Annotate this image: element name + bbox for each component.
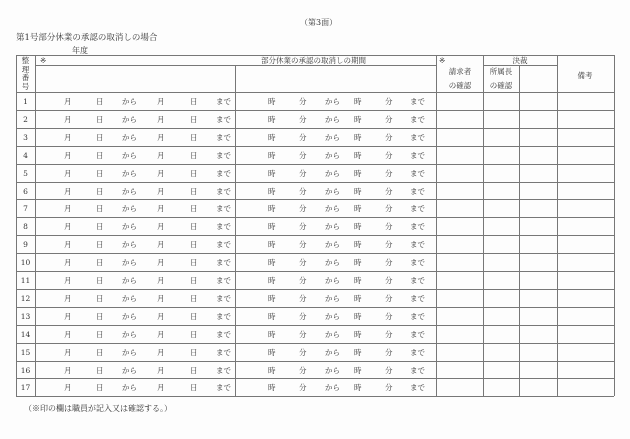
time-cell-label: 分 <box>299 365 307 375</box>
date-cell-label: から <box>122 222 137 232</box>
time-cell-label: から <box>325 114 340 124</box>
time-cell-label: まで <box>410 132 425 142</box>
requester-mark: ※ <box>439 56 446 65</box>
manager-confirm-header: 所属長 <box>489 67 513 76</box>
date-cell-label: まで <box>216 240 231 250</box>
time-cell-label: 分 <box>299 222 307 232</box>
time-cell-label: から <box>325 97 340 106</box>
date-cell-label: 日 <box>96 293 104 303</box>
date-cell-label: 日 <box>96 97 104 106</box>
date-cell-label: から <box>122 258 137 268</box>
time-cell-label: 時 <box>268 240 276 250</box>
date-cell-label: 月 <box>64 240 72 250</box>
date-cell-label: 日 <box>190 329 198 339</box>
time-cell-label: 時 <box>354 150 362 160</box>
time-cell-label: まで <box>410 168 425 178</box>
row-number: 4 <box>23 150 28 160</box>
date-cell-label: から <box>122 150 137 160</box>
time-cell-label: 時 <box>354 240 362 250</box>
time-cell-label: 分 <box>385 293 393 303</box>
time-cell-label: から <box>325 168 340 178</box>
date-cell-label: から <box>122 276 137 285</box>
date-cell-label: まで <box>216 347 231 357</box>
requester-confirm-header: 請求者 <box>448 67 472 76</box>
date-cell-label: 月 <box>64 258 72 268</box>
row-number: 16 <box>20 365 31 375</box>
date-cell-label: 日 <box>96 240 104 250</box>
date-cell-label: 月 <box>64 204 72 214</box>
row-divider <box>16 128 614 129</box>
page-label: （第3面） <box>300 18 338 27</box>
date-cell-label: 日 <box>190 240 198 250</box>
time-cell-label: まで <box>410 311 425 321</box>
date-cell-label: 月 <box>64 150 72 160</box>
period-header: 部分休業の承認の取消しの期間 <box>261 56 366 65</box>
time-cell-label: 分 <box>385 222 393 232</box>
date-cell-label: から <box>122 383 137 393</box>
date-cell-label: 月 <box>157 311 165 321</box>
time-cell-label: から <box>325 186 340 196</box>
time-cell-label: 分 <box>385 311 393 321</box>
time-cell-label: 時 <box>354 383 362 393</box>
time-cell-label: 分 <box>385 186 393 196</box>
time-cell-label: 時 <box>268 114 276 124</box>
time-cell-label: 分 <box>385 276 393 285</box>
date-time-divider <box>235 65 236 396</box>
header-bottom-border <box>16 92 614 93</box>
date-cell-label: 日 <box>190 222 198 232</box>
row-divider <box>16 182 614 183</box>
time-cell-label: まで <box>410 222 425 232</box>
time-cell-label: 時 <box>354 97 362 106</box>
time-cell-label: 分 <box>385 365 393 375</box>
time-cell-label: 分 <box>299 186 307 196</box>
time-cell-label: から <box>325 347 340 357</box>
number-header-char: 理 <box>21 64 30 74</box>
time-cell-label: 時 <box>268 293 276 303</box>
time-cell-label: から <box>325 222 340 232</box>
time-cell-label: まで <box>410 258 425 268</box>
time-cell-label: 時 <box>268 132 276 142</box>
date-cell-label: 日 <box>96 365 104 375</box>
date-cell-label: 月 <box>64 97 72 106</box>
date-cell-label: まで <box>216 365 231 375</box>
time-cell-label: 時 <box>354 114 362 124</box>
time-cell-label: 時 <box>268 365 276 375</box>
row-number: 10 <box>20 258 31 268</box>
time-cell-label: 分 <box>299 97 307 106</box>
time-cell-label: 時 <box>268 329 276 339</box>
time-cell-label: 分 <box>299 114 307 124</box>
time-cell-label: 時 <box>268 186 276 196</box>
date-cell-label: 月 <box>64 311 72 321</box>
date-cell-label: から <box>122 365 137 375</box>
date-cell-label: 日 <box>96 383 104 393</box>
date-cell-label: まで <box>216 311 231 321</box>
time-cell-label: 時 <box>268 97 276 106</box>
date-cell-label: 月 <box>64 329 72 339</box>
row-number: 15 <box>20 347 31 357</box>
date-cell-label: 日 <box>190 97 198 106</box>
time-cell-label: 分 <box>385 240 393 250</box>
date-cell-label: 日 <box>96 222 104 232</box>
row-divider <box>16 110 614 111</box>
time-cell-label: 分 <box>385 347 393 357</box>
row-divider <box>16 271 614 272</box>
row-divider <box>16 289 614 290</box>
date-cell-label: 月 <box>64 276 72 285</box>
date-cell-label: 日 <box>190 365 198 375</box>
fiscal-year-label: 年度 <box>72 46 88 55</box>
time-cell-label: 分 <box>299 204 307 214</box>
time-cell-label: 時 <box>268 383 276 393</box>
time-cell-label: 時 <box>268 150 276 160</box>
time-cell-label: 分 <box>385 383 393 393</box>
row-number: 2 <box>23 114 28 124</box>
date-cell-label: から <box>122 329 137 339</box>
date-cell-label: まで <box>216 383 231 393</box>
row-number: 1 <box>23 97 28 106</box>
row-number: 9 <box>23 240 28 250</box>
date-cell-label: 月 <box>64 168 72 178</box>
time-cell-label: まで <box>410 383 425 393</box>
row-divider <box>16 378 614 379</box>
date-cell-label: 月 <box>157 97 165 106</box>
form-title: 第1号部分休業の承認の取消しの場合 <box>16 33 158 43</box>
date-cell-label: 月 <box>157 293 165 303</box>
time-cell-label: 時 <box>268 222 276 232</box>
date-cell-label: 月 <box>157 365 165 375</box>
time-cell-label: 分 <box>299 150 307 160</box>
time-cell-label: から <box>325 204 340 214</box>
date-cell-label: 日 <box>190 293 198 303</box>
time-cell-label: まで <box>410 329 425 339</box>
date-cell-label: 月 <box>64 132 72 142</box>
date-cell-label: から <box>122 132 137 142</box>
time-cell-label: 時 <box>268 276 276 285</box>
approval-split-divider <box>519 65 520 396</box>
approval-header: 決裁 <box>512 56 528 65</box>
date-cell-label: まで <box>216 150 231 160</box>
date-cell-label: 月 <box>157 222 165 232</box>
date-cell-label: 月 <box>157 258 165 268</box>
time-cell-label: 時 <box>354 204 362 214</box>
time-cell-label: 分 <box>299 311 307 321</box>
time-cell-label: から <box>325 293 340 303</box>
date-cell-label: から <box>122 311 137 321</box>
time-cell-label: まで <box>410 186 425 196</box>
number-column-divider <box>35 55 36 396</box>
time-cell-label: まで <box>410 97 425 106</box>
time-cell-label: 分 <box>385 114 393 124</box>
footnote: （※印の欄は職員が記入又は確認する。） <box>24 404 172 414</box>
date-cell-label: 月 <box>157 329 165 339</box>
date-cell-label: 月 <box>64 383 72 393</box>
date-cell-label: 日 <box>190 150 198 160</box>
date-cell-label: 日 <box>96 204 104 214</box>
row-number: 6 <box>23 186 28 196</box>
time-cell-label: 時 <box>354 186 362 196</box>
row-number: 13 <box>20 311 31 321</box>
date-cell-label: 月 <box>157 240 165 250</box>
date-cell-label: 日 <box>190 204 198 214</box>
row-number: 14 <box>20 329 31 339</box>
row-divider <box>16 146 614 147</box>
date-cell-label: 月 <box>157 168 165 178</box>
date-cell-label: 月 <box>64 347 72 357</box>
date-cell-label: 日 <box>190 311 198 321</box>
date-cell-label: 月 <box>157 276 165 285</box>
row-divider <box>16 396 614 397</box>
approval-column-divider <box>483 55 484 396</box>
date-cell-label: 日 <box>190 383 198 393</box>
date-cell-label: から <box>122 347 137 357</box>
date-cell-label: から <box>122 97 137 106</box>
row-divider <box>16 343 614 344</box>
date-cell-label: 日 <box>96 329 104 339</box>
time-cell-label: まで <box>410 204 425 214</box>
time-cell-label: から <box>325 132 340 142</box>
date-cell-label: から <box>122 240 137 250</box>
time-cell-label: 時 <box>354 311 362 321</box>
time-cell-label: 時 <box>268 311 276 321</box>
date-cell-label: まで <box>216 132 231 142</box>
date-cell-label: 日 <box>96 186 104 196</box>
date-cell-label: まで <box>216 114 231 124</box>
date-cell-label: から <box>122 204 137 214</box>
time-cell-label: まで <box>410 365 425 375</box>
row-divider <box>16 253 614 254</box>
number-header-char: 整 <box>21 56 30 65</box>
date-cell-label: まで <box>216 293 231 303</box>
date-cell-label: 日 <box>190 114 198 124</box>
row-divider <box>16 325 614 326</box>
time-cell-label: 分 <box>299 132 307 142</box>
approval-header-divider <box>483 65 557 66</box>
requester-column-divider <box>436 55 437 396</box>
date-cell-label: 月 <box>157 150 165 160</box>
row-number: 11 <box>20 276 31 285</box>
row-number: 7 <box>23 204 28 214</box>
date-cell-label: から <box>122 293 137 303</box>
row-divider <box>16 361 614 362</box>
remarks-header: 備考 <box>577 71 593 80</box>
date-cell-label: 日 <box>96 276 104 285</box>
date-cell-label: 月 <box>157 383 165 393</box>
date-cell-label: 日 <box>190 258 198 268</box>
time-cell-label: 分 <box>299 383 307 393</box>
time-cell-label: 時 <box>268 347 276 357</box>
time-cell-label: から <box>325 276 340 285</box>
date-cell-label: 月 <box>64 114 72 124</box>
time-cell-label: 時 <box>354 347 362 357</box>
date-cell-label: 日 <box>96 114 104 124</box>
time-cell-label: から <box>325 383 340 393</box>
time-cell-label: 分 <box>299 258 307 268</box>
date-cell-label: から <box>122 114 137 124</box>
time-cell-label: 時 <box>268 168 276 178</box>
time-cell-label: から <box>325 150 340 160</box>
date-cell-label: 日 <box>96 168 104 178</box>
time-cell-label: 分 <box>385 204 393 214</box>
period-mark: ※ <box>40 56 47 65</box>
time-cell-label: 時 <box>354 132 362 142</box>
date-cell-label: 日 <box>190 132 198 142</box>
row-number: 5 <box>23 168 28 178</box>
date-cell-label: 月 <box>157 186 165 196</box>
time-cell-label: まで <box>410 114 425 124</box>
number-header-char: 番 <box>21 73 30 83</box>
time-cell-label: 時 <box>354 293 362 303</box>
date-cell-label: 日 <box>96 132 104 142</box>
date-cell-label: 月 <box>64 365 72 375</box>
time-cell-label: から <box>325 240 340 250</box>
time-cell-label: 分 <box>385 168 393 178</box>
time-cell-label: から <box>325 365 340 375</box>
date-cell-label: 日 <box>96 150 104 160</box>
time-cell-label: 時 <box>268 204 276 214</box>
time-cell-label: 時 <box>354 365 362 375</box>
time-cell-label: 分 <box>385 132 393 142</box>
number-header <box>16 57 35 91</box>
time-cell-label: まで <box>410 293 425 303</box>
time-cell-label: 分 <box>299 329 307 339</box>
time-cell-label: 時 <box>354 276 362 285</box>
time-cell-label: 分 <box>385 258 393 268</box>
date-cell-label: まで <box>216 258 231 268</box>
time-cell-label: 分 <box>299 168 307 178</box>
time-cell-label: 分 <box>385 97 393 106</box>
date-cell-label: から <box>122 168 137 178</box>
date-cell-label: から <box>122 186 137 196</box>
date-cell-label: 日 <box>96 311 104 321</box>
time-cell-label: まで <box>410 240 425 250</box>
date-cell-label: まで <box>216 329 231 339</box>
date-cell-label: 日 <box>190 276 198 285</box>
number-header-char: 号 <box>21 81 30 91</box>
time-cell-label: まで <box>410 347 425 357</box>
date-cell-label: まで <box>216 204 231 214</box>
row-number: 17 <box>20 383 31 393</box>
table-right-border <box>614 55 615 396</box>
time-cell-label: 分 <box>299 276 307 285</box>
time-cell-label: 分 <box>299 347 307 357</box>
row-divider <box>16 164 614 165</box>
date-cell-label: 日 <box>96 258 104 268</box>
time-cell-label: 時 <box>268 258 276 268</box>
date-cell-label: 日 <box>190 347 198 357</box>
row-divider <box>16 307 614 308</box>
date-cell-label: 月 <box>157 114 165 124</box>
time-cell-label: 分 <box>299 293 307 303</box>
row-divider <box>16 217 614 218</box>
requester-confirm-header: の確認 <box>448 81 472 90</box>
date-cell-label: 月 <box>157 347 165 357</box>
date-cell-label: まで <box>216 168 231 178</box>
row-divider <box>16 199 614 200</box>
date-cell-label: 月 <box>64 293 72 303</box>
time-cell-label: 時 <box>354 168 362 178</box>
date-cell-label: まで <box>216 97 231 106</box>
row-number: 3 <box>23 132 28 142</box>
date-cell-label: 日 <box>190 168 198 178</box>
date-cell-label: まで <box>216 276 231 285</box>
date-cell-label: 月 <box>64 186 72 196</box>
time-cell-label: 分 <box>299 240 307 250</box>
date-cell-label: 月 <box>157 204 165 214</box>
time-cell-label: 時 <box>354 222 362 232</box>
time-cell-label: まで <box>410 150 425 160</box>
date-cell-label: まで <box>216 222 231 232</box>
manager-confirm-header: の確認 <box>489 81 513 90</box>
date-cell-label: まで <box>216 186 231 196</box>
row-number: 8 <box>23 222 28 232</box>
time-cell-label: から <box>325 258 340 268</box>
time-cell-label: まで <box>410 276 425 285</box>
date-cell-label: 日 <box>190 186 198 196</box>
time-cell-label: 時 <box>354 329 362 339</box>
time-cell-label: から <box>325 311 340 321</box>
row-divider <box>16 235 614 236</box>
remarks-column-divider <box>557 55 558 396</box>
date-cell-label: 月 <box>64 222 72 232</box>
time-cell-label: 分 <box>385 329 393 339</box>
date-cell-label: 月 <box>157 132 165 142</box>
time-cell-label: 時 <box>354 258 362 268</box>
date-cell-label: 日 <box>96 347 104 357</box>
time-cell-label: 分 <box>385 150 393 160</box>
row-number: 12 <box>20 293 31 303</box>
time-cell-label: から <box>325 329 340 339</box>
